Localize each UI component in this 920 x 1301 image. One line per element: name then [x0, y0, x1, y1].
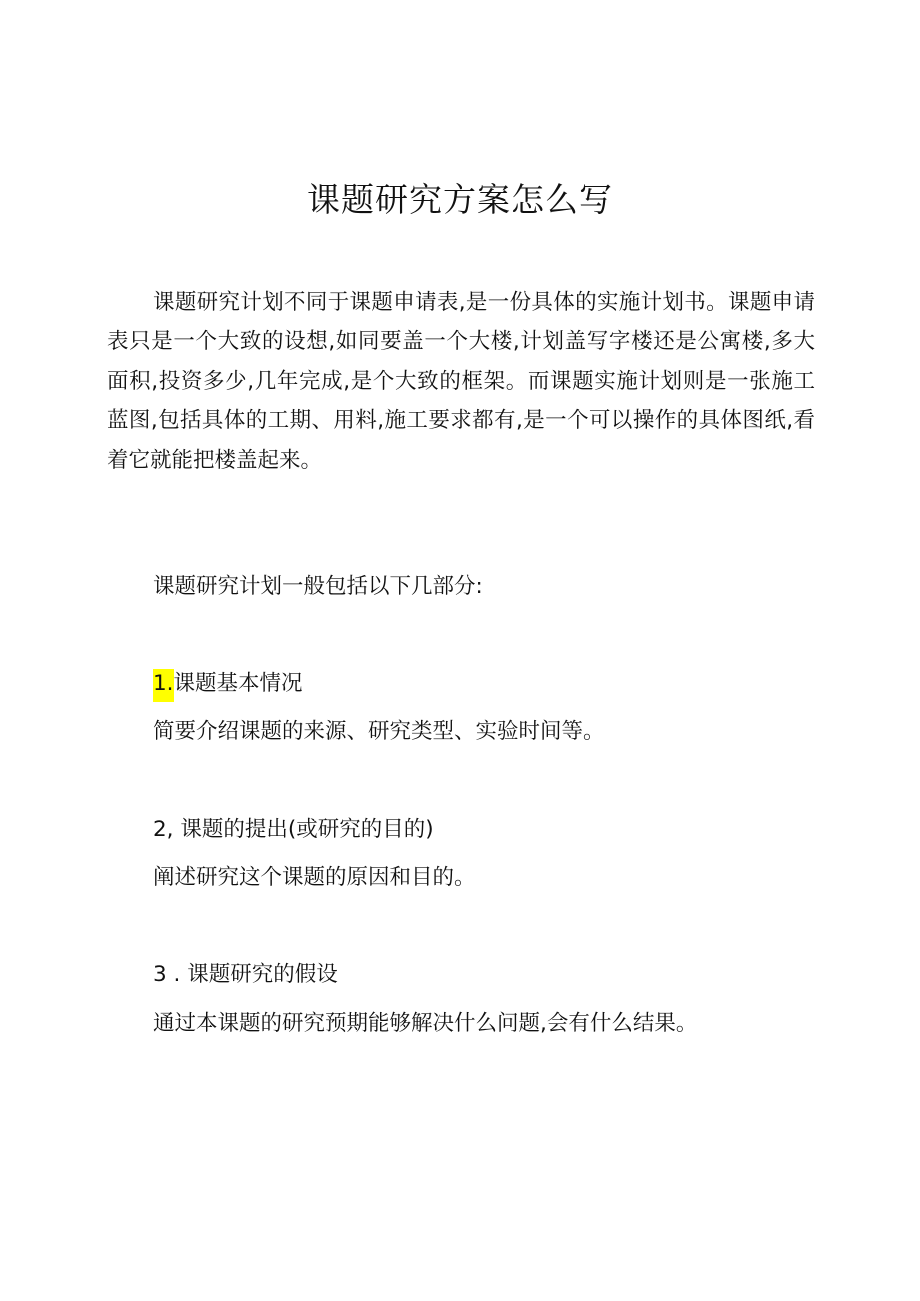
document-title: 课题研究方案怎么写	[307, 180, 613, 219]
section-2-title: 课题的提出(或研究的目的)	[173, 817, 434, 842]
section-1-title: 课题基本情况	[173, 671, 303, 696]
section-1-number: 1.	[153, 669, 174, 702]
section-1-heading	[153, 668, 303, 702]
section-2-description: 阐述研究这个课题的原因和目的。	[153, 865, 476, 890]
section-3-description: 通过本课题的研究预期能够解决什么问题,会有什么结果。	[153, 1011, 698, 1036]
section-2-heading	[153, 814, 434, 846]
intro-paragraph: 课题研究计划不同于课题申请表,是一份具体的实施计划书。课题申请表只是一个大致的设想,如同要盖一个大楼,计划盖写字楼还是公寓楼,多大面积,投资多少,几年完成,是个大致的框架。而课题实施计划则是一张施工蓝图,包括具体的工期、用料,施工要求都有,是一个可以操作的具体图纸,看着它就能把楼盖起来。	[107, 290, 815, 473]
section-3-title: . 课题研究的假设	[166, 962, 338, 987]
sections-intro: 课题研究计划一般包括以下几部分:	[153, 574, 483, 599]
section-3-number: 3	[153, 962, 167, 987]
section-3-heading	[153, 959, 338, 991]
section-1-description: 简要介绍课题的来源、研究类型、实验时间等。	[153, 719, 605, 744]
section-2-number: 2,	[153, 817, 174, 842]
